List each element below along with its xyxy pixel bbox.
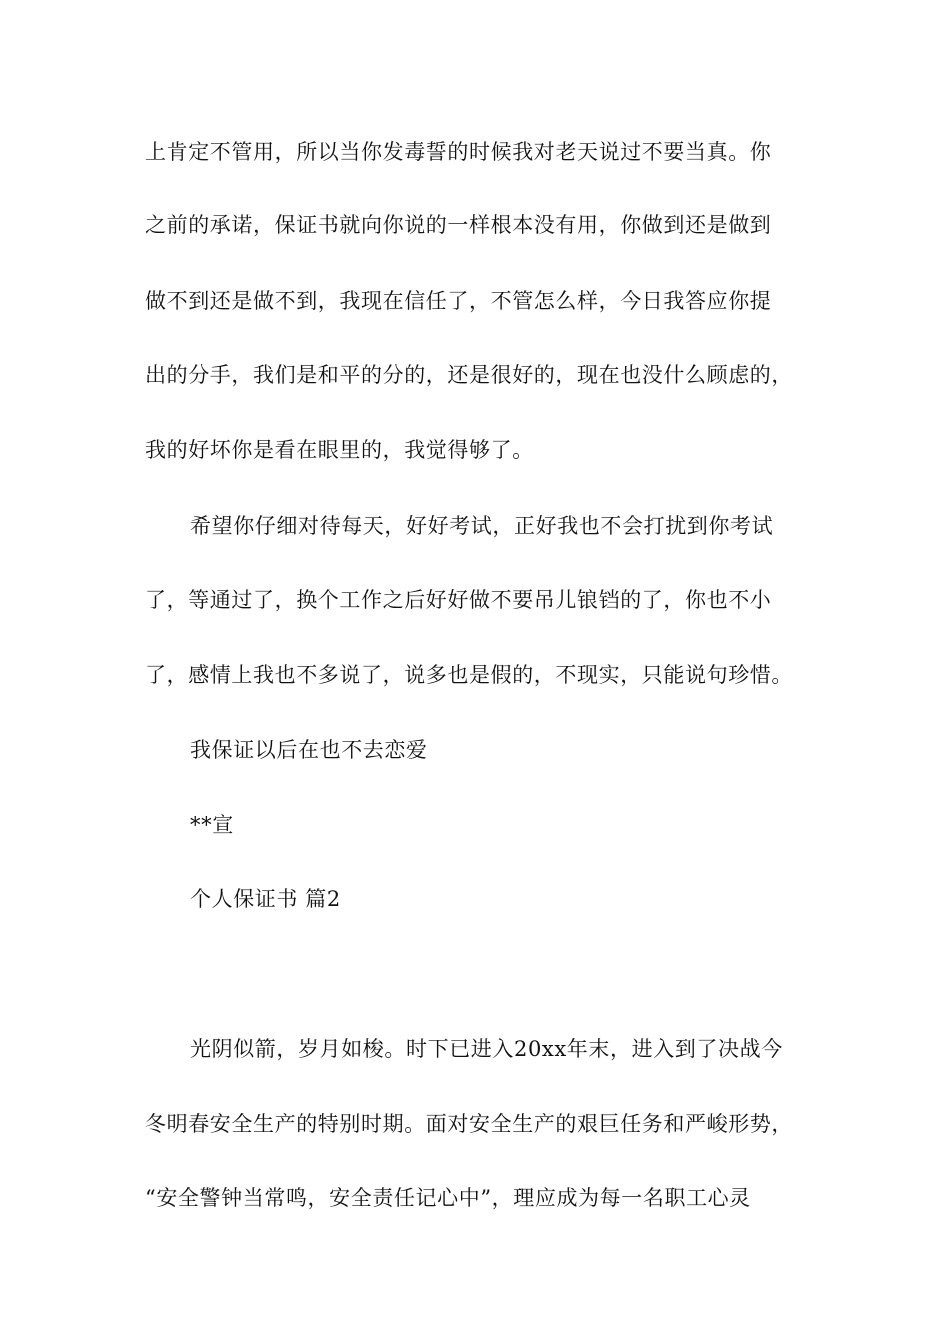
paragraph-line: 做不到还是做不到，我现在信任了，不管怎么样，今日我答应你提: [145, 289, 772, 313]
paragraph-line: 了，感情上我也不多说了，说多也是假的，不现实，只能说句珍惜。: [145, 663, 793, 687]
section-heading: 个人保证书 篇2: [190, 887, 341, 911]
paragraph-line: “安全警钟当常鸣，安全责任记心中”，理应成为每一名职工心灵: [145, 1186, 751, 1210]
paragraph-line: 上肯定不管用，所以当你发毒誓的时候我对老天说过不要当真。你: [145, 140, 772, 164]
paragraph-line: 冬明春安全生产的特别时期。面对安全生产的艰巨任务和严峻形势，: [145, 1112, 793, 1136]
paragraph-line: 希望你仔细对待每天，好好考试，正好我也不会打扰到你考试: [190, 514, 774, 538]
paragraph-line: 了，等通过了，换个工作之后好好做不要吊儿锒铛的了，你也不小: [145, 588, 772, 612]
paragraph-line: 之前的承诺，保证书就向你说的一样根本没有用，你做到还是做到: [145, 213, 772, 237]
paragraph-line: 出的分手，我们是和平的分的，还是很好的，现在也没什么顾虑的，: [145, 363, 793, 387]
pledge-line: 我保证以后在也不去恋爱: [190, 738, 428, 762]
paragraph-line: 我的好坏你是看在眼里的，我觉得够了。: [145, 438, 534, 462]
signature-line: **宣: [190, 813, 234, 837]
paragraph-line: 光阴似箭，岁月如梭。时下已进入20xx年末，进入到了决战今: [190, 1037, 783, 1061]
